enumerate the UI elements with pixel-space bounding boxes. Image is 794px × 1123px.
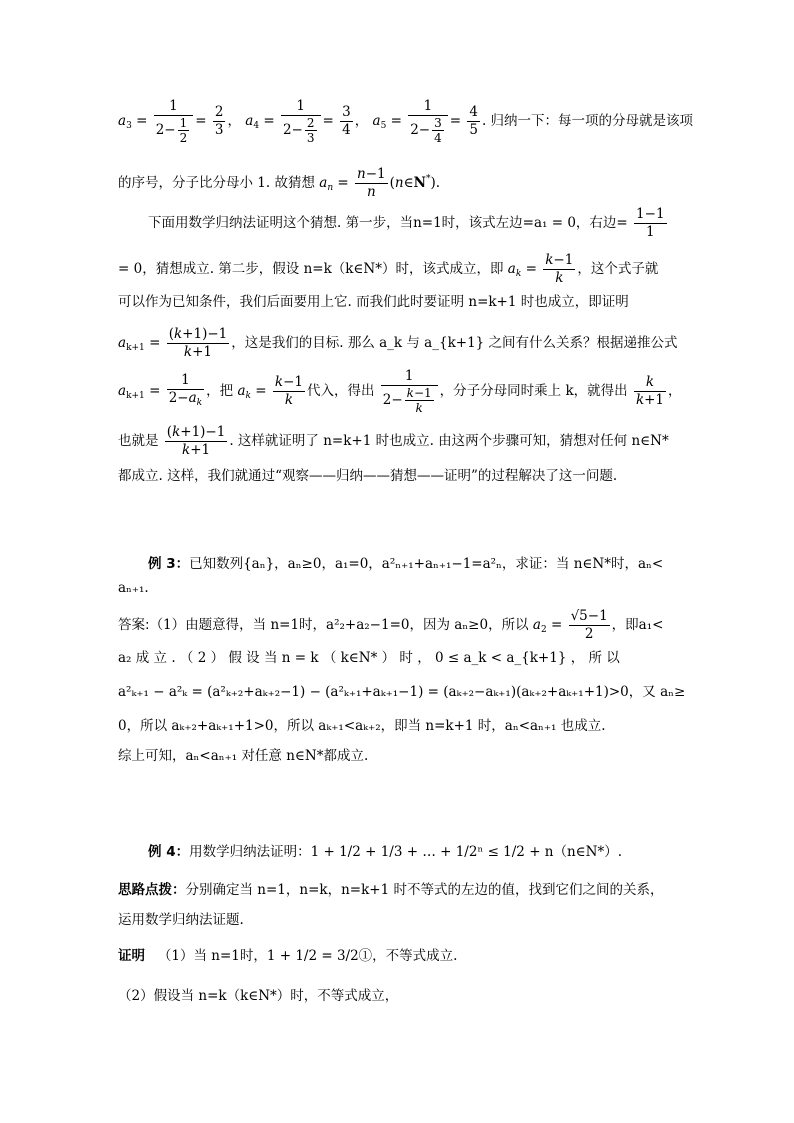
proof-para-line-5: $a_{k+1}$ = $\frac{1}{2-a_k}$ ，把 $a_k$ = $\frac{k-1}{k}$ 代入，得出 1 2− $\frac{k-1}{k}$ ，分子分母同时乘上 k，就得出 $\frac{k}{k+1}$ ， [118,368,682,415]
example-text: 0，所以 aₖ₊₂+aₖ₊₁+1>0，所以 aₖ₊₁<aₖ₊₂，即当 n=k+1 时，aₙ<aₙ₊₁ 也成立. [118,718,606,734]
example-text: aₙ₊₁. [118,580,149,596]
example-text: （1）由题意得，当 n=1时，a²₂+a₂−1=0，因为 aₙ≥0，所以 [149,617,529,633]
example-text: 分别确定当 n=1，n=k，n=k+1 时不等式的左边的值，找到它们之间的关系， [185,882,664,898]
proof-text: ，把 [206,383,234,399]
formula-line-a3-a5: $a_3$ = 1 2− $\frac{1}{2}$ = $\frac{2}{3}$ ， $a_4$ = 1 2− $\frac{2}{3}$ = $\frac{3}{4}$ ， $a_5$ = 1 2− $\frac{3}{4}$ = $\frac{4}{5}$ . 归纳一下：每一项的分母就是该项 [118,98,694,145]
proof-text: 也就是 [118,433,159,449]
example-3-conclusion [118,746,678,766]
example-3-line-2 [118,578,678,598]
hint-label: 思路点拨： [118,882,186,898]
conclusion-fraction: $\frac{(k+1)-1}{k+1}$ [166,424,226,458]
example-text: 综上可知，aₙ<aₙ₊₁ 对任意 n∈N*都成立. [118,748,369,764]
formula-a3: $a_3$ = 1 2− $\frac{1}{2}$ = $\frac{2}{3}$ [118,98,224,145]
guess-line [118,166,678,201]
proof-para-line-2 [118,252,678,287]
proof-text: . 这样就证明了 n=k+1 时也成立. 由这两个步骤可知，猜想对任何 n∈N* [229,433,669,449]
proof-text: 都成立. 这样，我们就通过“观察——归纳——猜想——证明”的过程解决了这一问题. [118,468,618,484]
example-text: 已知数列{aₙ}，aₙ≥0，a₁=0，a²ₙ₊₁+aₙ₊₁−1=a²ₙ，求证：当 n∈N*时，aₙ< [189,556,664,572]
example-4-hint-line-1 [118,880,678,900]
induction-summary-text: . 归纳一下：每一项的分母就是该项 [481,113,694,129]
example-text: （1）当 n=1时，1 + 1/2 = 3/2①，不等式成立. [157,948,458,964]
example-3-answer-line-3 [118,682,686,702]
proof-para-line-3 [118,292,678,312]
example-4-label: 例 4： [148,844,190,860]
proof-text: 可以作为已知条件，我们后面要用上它. 而我们此时要证明 n=k+1 时也成立，即证明 [118,294,629,310]
a2-formula: $a_2$ = $\frac{√5-1}{2}$ [532,608,608,642]
example-text: a²ₖ₊₁ − a²ₖ = (a²ₖ₊₂+aₖ₊₂−1) − (a²ₖ₊₁+aₖ₊₁−1) = (aₖ₊₂−aₖ₊₁)(aₖ₊₂+aₖ₊₁+1)>0，又 aₙ≥ [118,684,686,700]
example-3-label: 例 3： [148,556,190,572]
proof-text: 下面用数学归纳法证明这个猜想. 第一步，当n=1时，该式左边=a₁ = 0，右边= [148,215,628,231]
example-3-answer-line-4 [118,716,678,736]
recurrence-formula: $a_{k+1}$ = $\frac{1}{2-a_k}$ [118,371,203,408]
nested-fraction: 1 2− $\frac{k-1}{k}$ [381,368,438,415]
proof-label: 证明 [118,948,145,964]
proof-para-line-7 [118,466,678,486]
proof-text: ，这是我们的目标. 那么 a_k 与 a_{k+1} 之间有什么关系？根据递推公式 [231,335,678,351]
example-4-hint-line-2 [118,910,678,930]
example-4-line-1 [148,842,708,862]
proof-para-line-1 [148,206,708,241]
example-4-proof-line-2 [118,986,678,1006]
example-text: （2）假设当 n=k（k∈N*）时，不等式成立， [118,988,399,1004]
example-text: 用数学归纳法证明：1 + 1/2 + 1/3 + … + 1/2ⁿ ≤ 1/2 + n（n∈N*）. [189,844,623,860]
proof-text: 代入，得出 [306,383,375,399]
proof-text: ，分子分母同时乘上 k，就得出 [439,383,628,399]
example-text: a₂ 成 立 . （ 2 ） 假 设 当 n = k （ k∈N* ） 时 ， 0 ≤ a_k < a_{k+1} ， 所 以 [118,650,620,666]
example-3-answer-line-1 [118,608,678,643]
k-over-k-plus-1-fraction: $\frac{k}{k+1}$ [635,374,665,408]
example-3-answer-line-2 [118,648,678,668]
example-text: 运用数学归纳法证题. [118,912,244,928]
formula-a4: $a_4$ = 1 2− $\frac{2}{3}$ = $\frac{3}{4}$ [245,98,351,145]
guess-text: 的序号，分子比分母小 1. 故猜想 [118,175,315,191]
example-text: ，即a₁< [611,617,664,633]
ak-formula: $a_k$ = $\frac{k-1}{k}$ [507,252,574,286]
proof-text: = 0，猜想成立. 第二步，假设 n=k（k∈N*）时，该式成立，即 [118,261,504,277]
answer-label: 答案: [118,617,150,633]
formula-a5: $a_5$ = 1 2− $\frac{3}{4}$ = $\frac{4}{5}$ [372,98,478,145]
right-side-fraction: $\frac{1-1}{1}$ [636,206,665,240]
proof-para-line-4 [118,326,678,361]
proof-text: ，这个式子就 [577,261,659,277]
example-4-proof-line-1 [118,946,678,966]
proof-para-line-6 [118,424,678,459]
guess-formula: $a_n$ = $\frac{n-1}{n}$ (n∈N*). [319,166,441,200]
ak-substitute-formula: $a_k$ = $\frac{k-1}{k}$ [237,374,303,408]
target-formula: $a_{k+1}$ = $\frac{(k+1)-1}{k+1}$ [118,326,228,360]
example-3-line-1 [148,554,708,574]
